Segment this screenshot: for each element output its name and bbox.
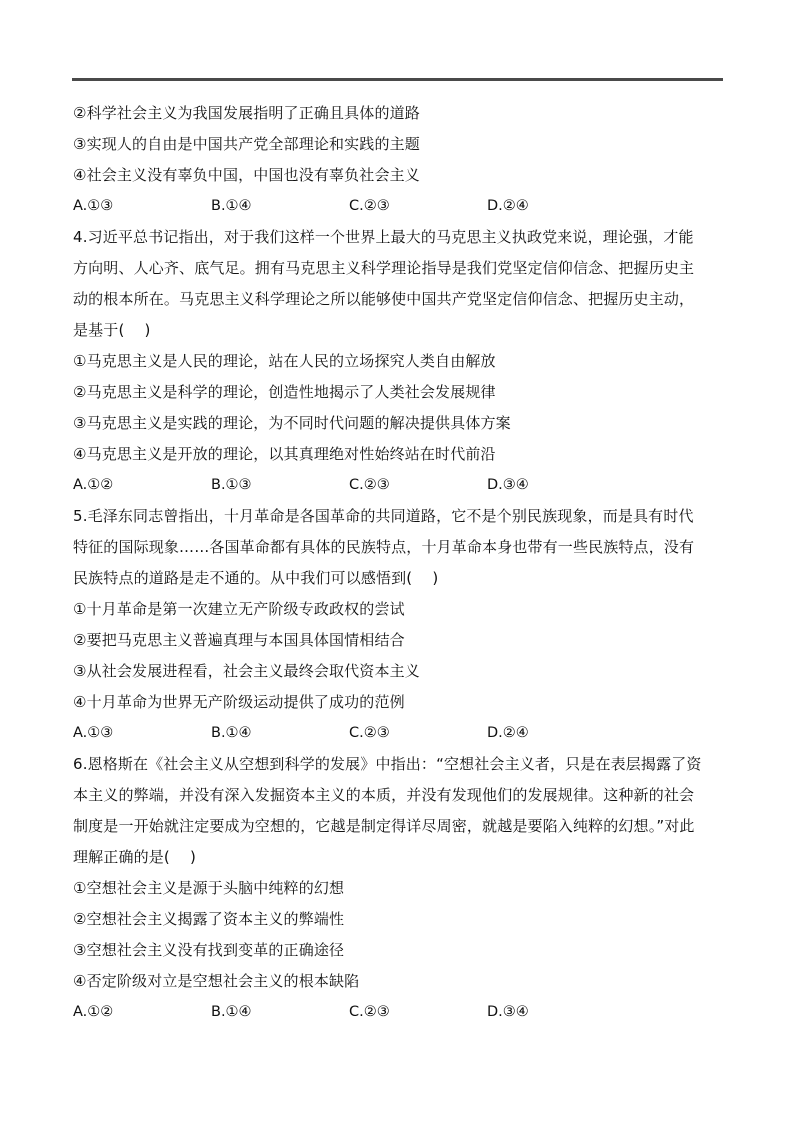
- option-a: A.①③: [73, 198, 114, 214]
- question-5: [73, 501, 728, 749]
- answer-options: [73, 470, 728, 501]
- statement-4: ④十月革命为世界无产阶级运动提供了成功的范例: [73, 693, 405, 711]
- answer-options: [73, 191, 728, 222]
- statement-2: ②要把马克思主义普遍真理与本国具体国情相结合: [73, 631, 405, 649]
- option-d: D.③④: [487, 1004, 529, 1020]
- question-6: [73, 749, 728, 1028]
- statement-1: ①十月革命是第一次建立无产阶级专政政权的尝试: [73, 600, 405, 618]
- option-c: C.②③: [349, 725, 390, 741]
- answer-options: [73, 997, 728, 1028]
- option-d: D.②④: [487, 198, 529, 214]
- question-stem-line: 4.习近平总书记指出，对于我们这样一个世界上最大的马克思主义执政党来说，理论强，才能: [73, 228, 694, 246]
- question-stem-line: 6.恩格斯在《社会主义从空想到科学的发展》中指出：“空想社会主义者，只是在表层揭露了资: [73, 755, 702, 773]
- statement-4: ④否定阶级对立是空想社会主义的根本缺陷: [73, 972, 360, 990]
- option-c: C.②③: [349, 1004, 390, 1020]
- question-stem-line: 5.毛泽东同志曾指出，十月革命是各国革命的共同道路，它不是个别民族现象，而是具有时代: [73, 507, 694, 525]
- option-d: D.②④: [487, 725, 529, 741]
- statement-2: ②科学社会主义为我国发展指明了正确且具体的道路: [73, 104, 420, 122]
- statement-4: ④马克思主义是开放的理论，以其真理绝对性始终站在时代前沿: [73, 445, 496, 463]
- option-b: B.①③: [211, 477, 252, 493]
- statement-3: ③空想社会主义没有找到变革的正确途径: [73, 941, 345, 959]
- statement-2: ②空想社会主义揭露了资本主义的弊端性: [73, 910, 345, 928]
- statement-3: ③实现人的自由是中国共产党全部理论和实践的主题: [73, 135, 420, 153]
- option-c: C.②③: [349, 477, 390, 493]
- header-rule: [72, 78, 723, 81]
- option-b: B.①④: [211, 1004, 252, 1020]
- statement-3: ③从社会发展进程看，社会主义最终会取代资本主义: [73, 662, 420, 680]
- exam-page-content: [73, 98, 728, 1028]
- option-b: B.①④: [211, 725, 252, 741]
- question-stem-line: 特征的国际现象……各国革命都有具体的民族特点，十月革命本身也带有一些民族特点，没有: [73, 538, 695, 556]
- question-4: [73, 222, 728, 501]
- question-stem-line: 制度是一开始就注定要成为空想的，它越是制定得详尽周密，就越是要陷入纯粹的幻想。”对此: [73, 817, 695, 835]
- question-stem-line: 是基于( ): [73, 321, 151, 339]
- question-stem-line: 本主义的弊端，并没有深入发掘资本主义的本质，并没有发现他们的发展规律。这种新的社会: [73, 786, 695, 804]
- answer-options: [73, 718, 728, 749]
- statement-4: ④社会主义没有辜负中国，中国也没有辜负社会主义: [73, 166, 420, 184]
- option-a: A.①③: [73, 725, 114, 741]
- question-stem-line: 动的根本所在。马克思主义科学理论之所以能够使中国共产党坚定信仰信念、把握历史主动，: [73, 290, 695, 308]
- statement-1: ①马克思主义是人民的理论，站在人民的立场探究人类自由解放: [73, 352, 496, 370]
- option-b: B.①④: [211, 198, 252, 214]
- question-stem-line: 民族特点的道路是走不通的。从中我们可以感悟到( ): [73, 569, 439, 587]
- option-c: C.②③: [349, 198, 390, 214]
- statement-3: ③马克思主义是实践的理论，为不同时代问题的解决提供具体方案: [73, 414, 511, 432]
- question-stem-line: 理解正确的是( ): [73, 848, 196, 866]
- statement-2: ②马克思主义是科学的理论，创造性地揭示了人类社会发展规律: [73, 383, 496, 401]
- option-a: A.①②: [73, 1004, 114, 1020]
- question-3-tail: [73, 98, 728, 222]
- statement-1: ①空想社会主义是源于头脑中纯粹的幻想: [73, 879, 345, 897]
- question-stem-line: 方向明、人心齐、底气足。拥有马克思主义科学理论指导是我们党坚定信仰信念、把握历史主: [73, 259, 695, 277]
- option-d: D.③④: [487, 477, 529, 493]
- option-a: A.①②: [73, 477, 114, 493]
